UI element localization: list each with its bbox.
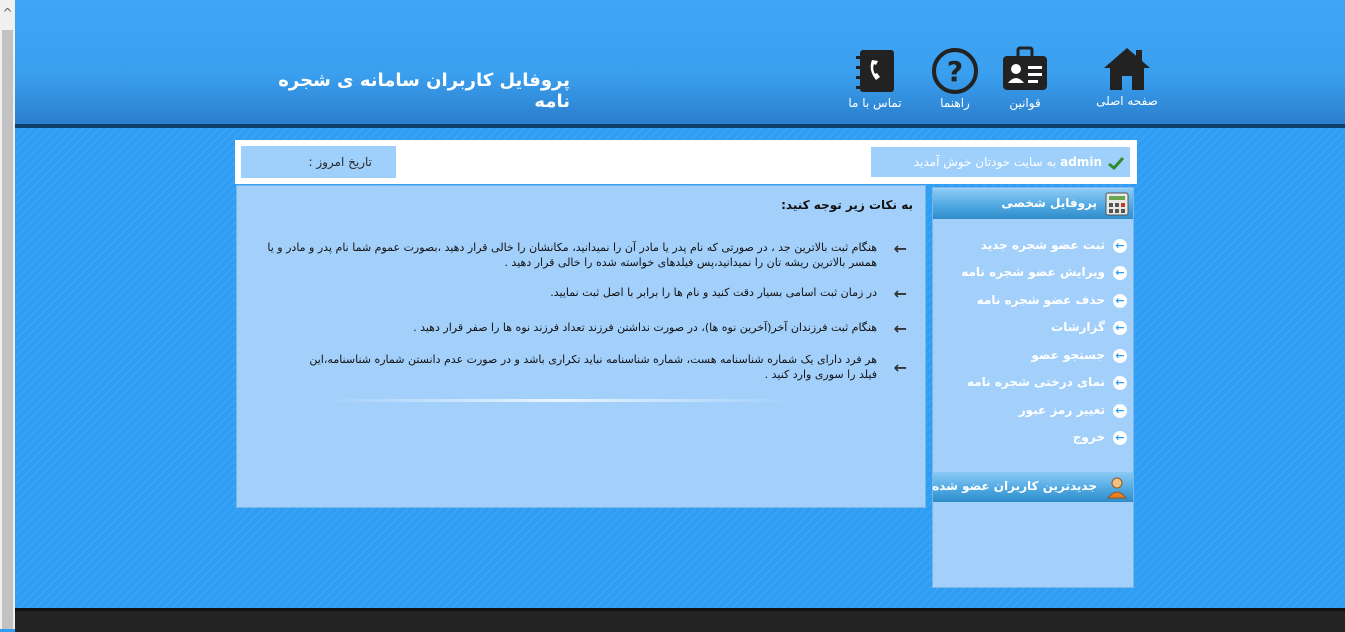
menu-add-member[interactable] <box>981 238 1127 253</box>
menu-label: ثبت عضو شجره جدید <box>980 238 1105 252</box>
today-date <box>241 146 396 178</box>
menu-logout[interactable] <box>1073 430 1127 445</box>
nav-contact[interactable] <box>835 46 915 110</box>
arrow-left-icon: ← <box>893 239 907 258</box>
notes-heading: به نکات زیر توجه کنید: <box>781 198 913 212</box>
check-icon <box>1108 156 1124 170</box>
note-item <box>257 319 907 338</box>
welcome-message <box>871 147 1130 177</box>
footer-band <box>15 608 1345 632</box>
menu-tree-view[interactable] <box>967 375 1127 390</box>
welcome-username: admin <box>1060 155 1102 169</box>
date-label: تاریخ امروز : <box>308 155 372 169</box>
note-item <box>257 240 907 270</box>
help-icon <box>930 46 980 94</box>
menu-label: خروج <box>1072 430 1105 444</box>
menu-label: حذف عضو شجره نامه <box>976 293 1105 307</box>
arrow-left-icon: ← <box>893 284 907 303</box>
menu-reports[interactable] <box>1051 320 1127 335</box>
top-info-bar <box>235 140 1137 184</box>
content-divider <box>327 399 787 402</box>
welcome-text: به سایت خودتان خوش آمدید <box>913 155 1057 169</box>
home-icon <box>1102 46 1152 92</box>
nav-help-label: راهنما <box>940 96 970 110</box>
page-scrollbar[interactable] <box>0 0 16 629</box>
svg-text:?: ? <box>946 55 964 88</box>
note-text: در زمان ثبت اسامی بسیار دقت کنید و نام ها را برابر با اصل ثبت نمایید. <box>550 286 877 299</box>
nav-rules-label: قوانین <box>1009 96 1041 110</box>
user-icon <box>1105 475 1129 499</box>
menu-edit-member[interactable] <box>961 265 1127 280</box>
nav-help[interactable] <box>915 46 995 110</box>
header-divider <box>15 124 1345 128</box>
arrow-left-circle-icon: ← <box>1113 321 1127 335</box>
arrow-left-icon: ← <box>893 358 907 377</box>
profile-header-label: پروفایل شخصی <box>1001 196 1097 210</box>
menu-label: ویرایش عضو شجره نامه <box>961 265 1105 279</box>
arrow-left-icon: ← <box>893 319 907 338</box>
calculator-icon <box>1105 192 1129 216</box>
latest-users-header <box>933 472 1133 502</box>
arrow-left-circle-icon: ← <box>1113 266 1127 280</box>
menu-search-member[interactable] <box>1031 348 1127 363</box>
page <box>15 0 1345 629</box>
nav-home[interactable] <box>1087 46 1167 108</box>
note-text: هنگام ثبت بالاترین جد ، در صورتی که نام پدر یا مادر آن را نمیدانید، مکانشان را خالی قرار دهید ،بصورت عموم شما نام پدر و مادر و یا همسر بالاترین ریشه تان را نمیدانید،پس فیلدهای خواسته شده را خالی قرار دهید . <box>267 241 877 269</box>
id-card-icon <box>1000 46 1050 94</box>
scroll-thumb[interactable] <box>2 30 13 629</box>
nav-contact-label: تماس با ما <box>848 96 902 110</box>
nav-home-label: صفحه اصلی <box>1096 94 1158 108</box>
main-content <box>236 185 926 508</box>
menu-change-password[interactable] <box>1019 403 1127 418</box>
header <box>15 0 1345 124</box>
site-title: پروفایل کاربران سامانه ی شجره نامه <box>278 70 570 112</box>
arrow-left-circle-icon: ← <box>1113 294 1127 308</box>
nav-rules[interactable] <box>985 46 1065 110</box>
menu-label: نمای درختی شجره نامه <box>966 375 1105 389</box>
arrow-left-circle-icon: ← <box>1113 239 1127 253</box>
menu-label: جستجو عضو <box>1031 348 1105 362</box>
scroll-up-arrow-icon[interactable]: ^ <box>2 6 13 20</box>
arrow-left-circle-icon: ← <box>1113 431 1127 445</box>
note-text: هنگام ثبت فرزندان آخر(آخرین نوه ها)، در صورت نداشتن فرزند تعداد فرزند نوه ها را صفر قرار دهید . <box>413 321 877 334</box>
menu-delete-member[interactable] <box>977 293 1127 308</box>
note-text: هر فرد دارای یک شماره شناسنامه هست، شماره شناسنامه نباید تکراری باشد و در صورت عدم دانستن شماره شناسنامه،این فیلد را سوری وارد کنید . <box>309 353 877 381</box>
arrow-left-circle-icon: ← <box>1113 404 1127 418</box>
arrow-left-circle-icon: ← <box>1113 349 1127 363</box>
note-item <box>257 284 907 303</box>
phone-book-icon <box>850 46 900 94</box>
latest-users-header-label: جدیدترین کاربران عضو شده <box>932 479 1097 493</box>
menu-label: گزارشات <box>1051 320 1105 334</box>
profile-header <box>933 189 1133 219</box>
sidebar <box>932 187 1134 588</box>
arrow-left-circle-icon: ← <box>1113 376 1127 390</box>
note-item <box>257 352 907 382</box>
menu-label: تغییر رمز عبور <box>1018 403 1105 417</box>
